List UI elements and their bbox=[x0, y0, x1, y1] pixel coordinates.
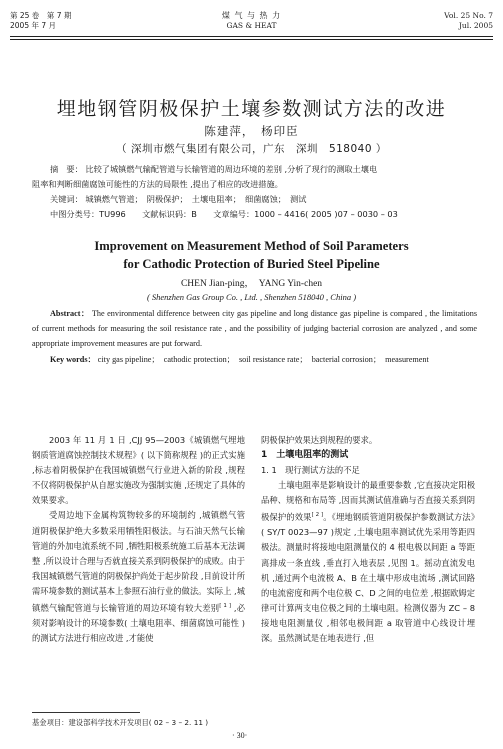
journal-volume-en bbox=[444, 11, 493, 31]
keywords-en-label: Key words： bbox=[50, 354, 96, 364]
authors-cn: 陈建萍， 杨印臣 bbox=[204, 124, 299, 138]
abstract-en-label: Abstract： bbox=[50, 309, 90, 318]
keywords-cn: 城镇燃气管道； 阴极保护； 土壤电阻率； 细菌腐蚀； 测试 bbox=[85, 194, 307, 204]
authors-en: CHEN Jian-ping， YANG Yin-chen bbox=[180, 279, 323, 289]
keywords-en: city gas pipeline； cathodic protection； soil resistance rate； bacterial corrosion； measurement bbox=[95, 354, 429, 364]
citation-ref-2: [ 2 ] bbox=[311, 512, 324, 519]
body-right-paragraph-2 bbox=[261, 478, 475, 646]
body-right-column bbox=[261, 433, 475, 646]
article-title-en bbox=[0, 237, 503, 273]
article-title-en-line1: Improvement on Measurement Method of Soil Parameters bbox=[94, 239, 409, 253]
article-title-cn: 埋地钢管阴极保护土壤参数测试方法的改进 bbox=[56, 98, 447, 120]
header-volume-en: Vol. 25 No. 7 bbox=[444, 11, 493, 20]
footnote-rule bbox=[32, 712, 140, 713]
journal-name-en: GAS & HEAT bbox=[226, 21, 277, 30]
body-left-column bbox=[32, 433, 245, 646]
abstract-en-text: The environmental difference between city gas pipeline and long distance gas pipeline is compared , the limitations of current methods for measuring the soil resistance rate , and the possibility of judging bacterial corrosion are analyzed , and some appropriate improvement measures are put forward. bbox=[32, 309, 478, 349]
header-rule-thin bbox=[10, 39, 493, 40]
body-right-paragraph-2-text-a: 土壤电阻率是影响设计的最重要参数 ,它直接决定阳极品种、规格和布局等 ,因而其测试值准确与否直接关系到阴极保护的效果 bbox=[261, 480, 475, 523]
section-heading-1-1: 1. 1 现行测试方法的不足 bbox=[261, 465, 360, 476]
body-left-paragraph-2-text: 受周边地下金属构筑物较多的环境制约 ,城镇燃气管道阴极保护绝大多数采用牺牲阳极法。与石油天然气长输管道的外加电流系统不同 ,牺牲阳极系统施工后基本无法调整 ,所以设计合理与否就直接关系到阴极保护的成败。由于我国城镇燃气管道的阴极保护尚处于起步阶段 ,目前设计所需环境参数的测试基本上参照石油行业的做法。实际上 ,城镇燃气输配管道与长输管道的周边环境有较大差别 bbox=[32, 510, 245, 613]
article-title-en-line2: for Cathodic Protection of Buried Steel Pipeline bbox=[123, 257, 380, 271]
footnote-funding: 基金项目：建设部科学技术开发项目( 02 – 3 – 2. 11 ) bbox=[32, 718, 209, 727]
citation-ref-1: [ 1 ] bbox=[219, 603, 231, 610]
header-rule-thick bbox=[10, 36, 493, 37]
header-date: 2005 年 7 月 bbox=[10, 21, 57, 30]
journal-name bbox=[0, 11, 503, 31]
abstract-cn-text1: 比较了城镇燃气输配管道与长输管道的周边环境的差别 ,分析了现行的测取土壤电 bbox=[85, 164, 378, 174]
affiliation-cn: （ 深圳市燃气集团有限公司，广东 深圳 518040 ） bbox=[116, 143, 387, 155]
affiliation-en: ( Shenzhen Gas Group Co. , Ltd. , Shenzhen 518040 , China ) bbox=[146, 292, 357, 302]
keywords-cn-label: 关键词： bbox=[50, 194, 83, 204]
page-number: · 30· bbox=[232, 731, 248, 740]
body-left-paragraph-1: 2003 年 11 月 1 日 ,CJJ 95—2003《城镇燃气埋地钢质管道腐蚀控制技术规程》( 以下简称规程 )的正式实施 ,标志着阴极保护在我国城镇燃气行业进入新的阶段 ,规程不仅将阴极保护从自愿实施改为强制实施 ,还规定了具体的效果要求。 bbox=[32, 435, 245, 506]
journal-name-cn: 煤 气 与 热 力 bbox=[221, 11, 282, 20]
section-heading-1: 1 土壤电阻率的测试 bbox=[261, 450, 349, 461]
header-volume: 第 25 卷 第 7 期 bbox=[10, 11, 72, 20]
header-date-en: Jul. 2005 bbox=[458, 21, 493, 30]
body-right-paragraph-1: 阴极保护效果达到规程的要求。 bbox=[261, 435, 378, 445]
abstract-cn-text2: 阻率和判断细菌腐蚀可能性的方法的局限性 ,提出了相应的改进措施。 bbox=[32, 179, 283, 189]
body-left-paragraph-2-tail: ,必须对影响设计的环境参数( 土壤电阻率、细菌腐蚀可能性 )的测试方法进行相应改进 ,才能使 bbox=[32, 602, 245, 643]
abstract-cn bbox=[32, 162, 477, 222]
classification-cn: 中图分类号：TU996 文献标识码：B 文章编号：1000 – 4416( 2005 )07 – 0030 – 03 bbox=[50, 209, 398, 219]
abstract-en bbox=[32, 306, 477, 367]
body-right-paragraph-2-text-b: 。《埋地钢质管道阴极保护参数测试方法》( SY/T 0023—97 )规定 ,土壤电阻率测试优先采用等距四极法。测量时将接地电阻测量仪的 4 根电极以间距 a 等距离排成一条直线 ,垂直打入地表层 ,见图 1。摇动直流发电机 ,通过两个电流极 A、B 在土壤中形成电流场 ,测试回路的电流密度和两个电位极 C、D 之间的电位差 ,根据欧姆定律可计算两支电位极之间的土壤电阻。检测仪器为 ZC – 8 接地电阻测量仪 ,相邻电极间距 a 取管道中心线设计埋深。虽然测试是在地表进行 ,但 bbox=[261, 512, 475, 643]
body-left-paragraph-2 bbox=[32, 508, 245, 646]
abstract-cn-label: 摘 要： bbox=[50, 164, 83, 174]
